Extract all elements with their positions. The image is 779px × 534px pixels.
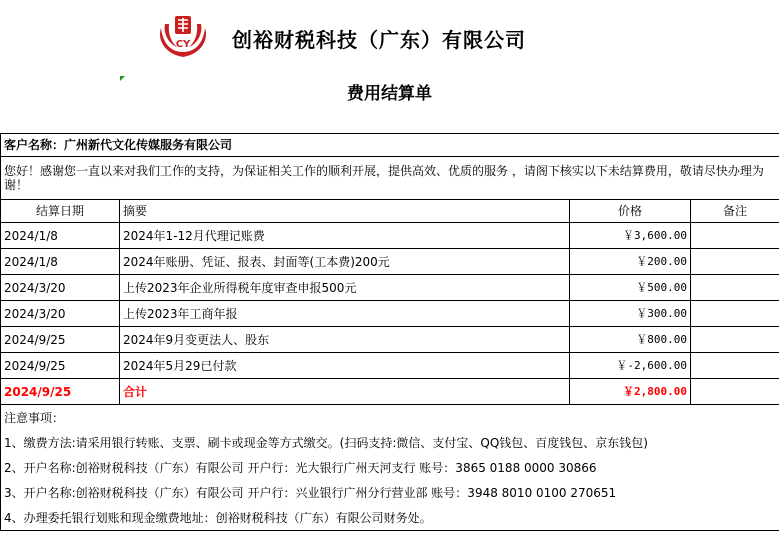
- row-date: 2024/1/8: [1, 249, 120, 275]
- col-header-summary: 摘要: [120, 200, 570, 223]
- total-note: [691, 379, 779, 405]
- row-summary: 上传2023年工商年报: [120, 301, 570, 327]
- table-row: [1, 301, 779, 327]
- document-title: 费用结算单: [347, 84, 432, 104]
- row-summary: 2024年1-12月代理记账费: [120, 223, 570, 249]
- total-price: ￥2,800.00: [570, 379, 691, 405]
- table-row: [1, 327, 779, 353]
- row-price: ￥200.00: [570, 249, 691, 275]
- table-row: [1, 353, 779, 379]
- total-date: 2024/9/25: [1, 379, 120, 405]
- company-name: 创裕财税科技（广东）有限公司: [232, 28, 526, 52]
- row-summary: 上传2023年企业所得税年度审查申报500元: [120, 275, 570, 301]
- logo-text: CY: [175, 39, 191, 50]
- notes-heading-row: [1, 405, 779, 431]
- company-logo-icon: [155, 14, 211, 60]
- settlement-table: [0, 133, 779, 531]
- note-item: 2、开户名称:创裕财税科技（广东）有限公司 开户行：光大银行广州天河支行 账号：3865 0188 0000 30866: [1, 455, 779, 480]
- client-row: [1, 134, 779, 157]
- total-row: [1, 379, 779, 405]
- note-row: [1, 430, 779, 455]
- row-price: ￥-2,600.00: [570, 353, 691, 379]
- row-summary: 2024年9月变更法人、股东: [120, 327, 570, 353]
- header-row: [1, 200, 779, 223]
- row-note: [691, 275, 779, 301]
- row-date: 2024/1/8: [1, 223, 120, 249]
- row-price: ￥3,600.00: [570, 223, 691, 249]
- table-row: [1, 249, 779, 275]
- total-label: 合计: [120, 379, 570, 405]
- table-row: [1, 275, 779, 301]
- row-price: ￥800.00: [570, 327, 691, 353]
- notes-heading: 注意事项：: [1, 405, 779, 431]
- row-note: [691, 301, 779, 327]
- note-item: 1、缴费方法:请采用银行转账、支票、刷卡或现金等方式缴交。(扫码支持:微信、支付宝、QQ钱包、百度钱包、京东钱包): [1, 430, 779, 455]
- col-header-price: 价格: [570, 200, 691, 223]
- greeting-text: 您好！感谢您一直以来对我们工作的支持，为保证相关工作的顺利开展，提供高效、优质的服务 ，请阁下核实以下未结算费用，敬请尽快办理为谢！: [1, 157, 779, 200]
- row-summary: 2024年账册、凭证、报表、封面等(工本费)200元: [120, 249, 570, 275]
- note-item: 4、办理委托银行划账和现金缴费地址：创裕财税科技（广东）有限公司财务处。: [1, 505, 779, 531]
- note-row: [1, 480, 779, 505]
- row-note: [691, 353, 779, 379]
- row-date: 2024/3/20: [1, 301, 120, 327]
- row-date: 2024/9/25: [1, 353, 120, 379]
- row-price: ￥500.00: [570, 275, 691, 301]
- row-summary: 2024年5月29已付款: [120, 353, 570, 379]
- row-note: [691, 223, 779, 249]
- table-row: [1, 223, 779, 249]
- note-row: [1, 455, 779, 480]
- row-date: 2024/9/25: [1, 327, 120, 353]
- row-note: [691, 249, 779, 275]
- row-note: [691, 327, 779, 353]
- client-name: 客户名称：广州新代文化传媒服务有限公司: [1, 134, 779, 157]
- col-header-note: 备注: [691, 200, 779, 223]
- greeting-row: [1, 157, 779, 200]
- row-date: 2024/3/20: [1, 275, 120, 301]
- note-row: [1, 505, 779, 531]
- note-item: 3、开户名称:创裕财税科技（广东）有限公司 开户行：兴业银行广州分行营业部 账号：3948 8010 0100 270651: [1, 480, 779, 505]
- col-header-date: 结算日期: [1, 200, 120, 223]
- row-price: ￥300.00: [570, 301, 691, 327]
